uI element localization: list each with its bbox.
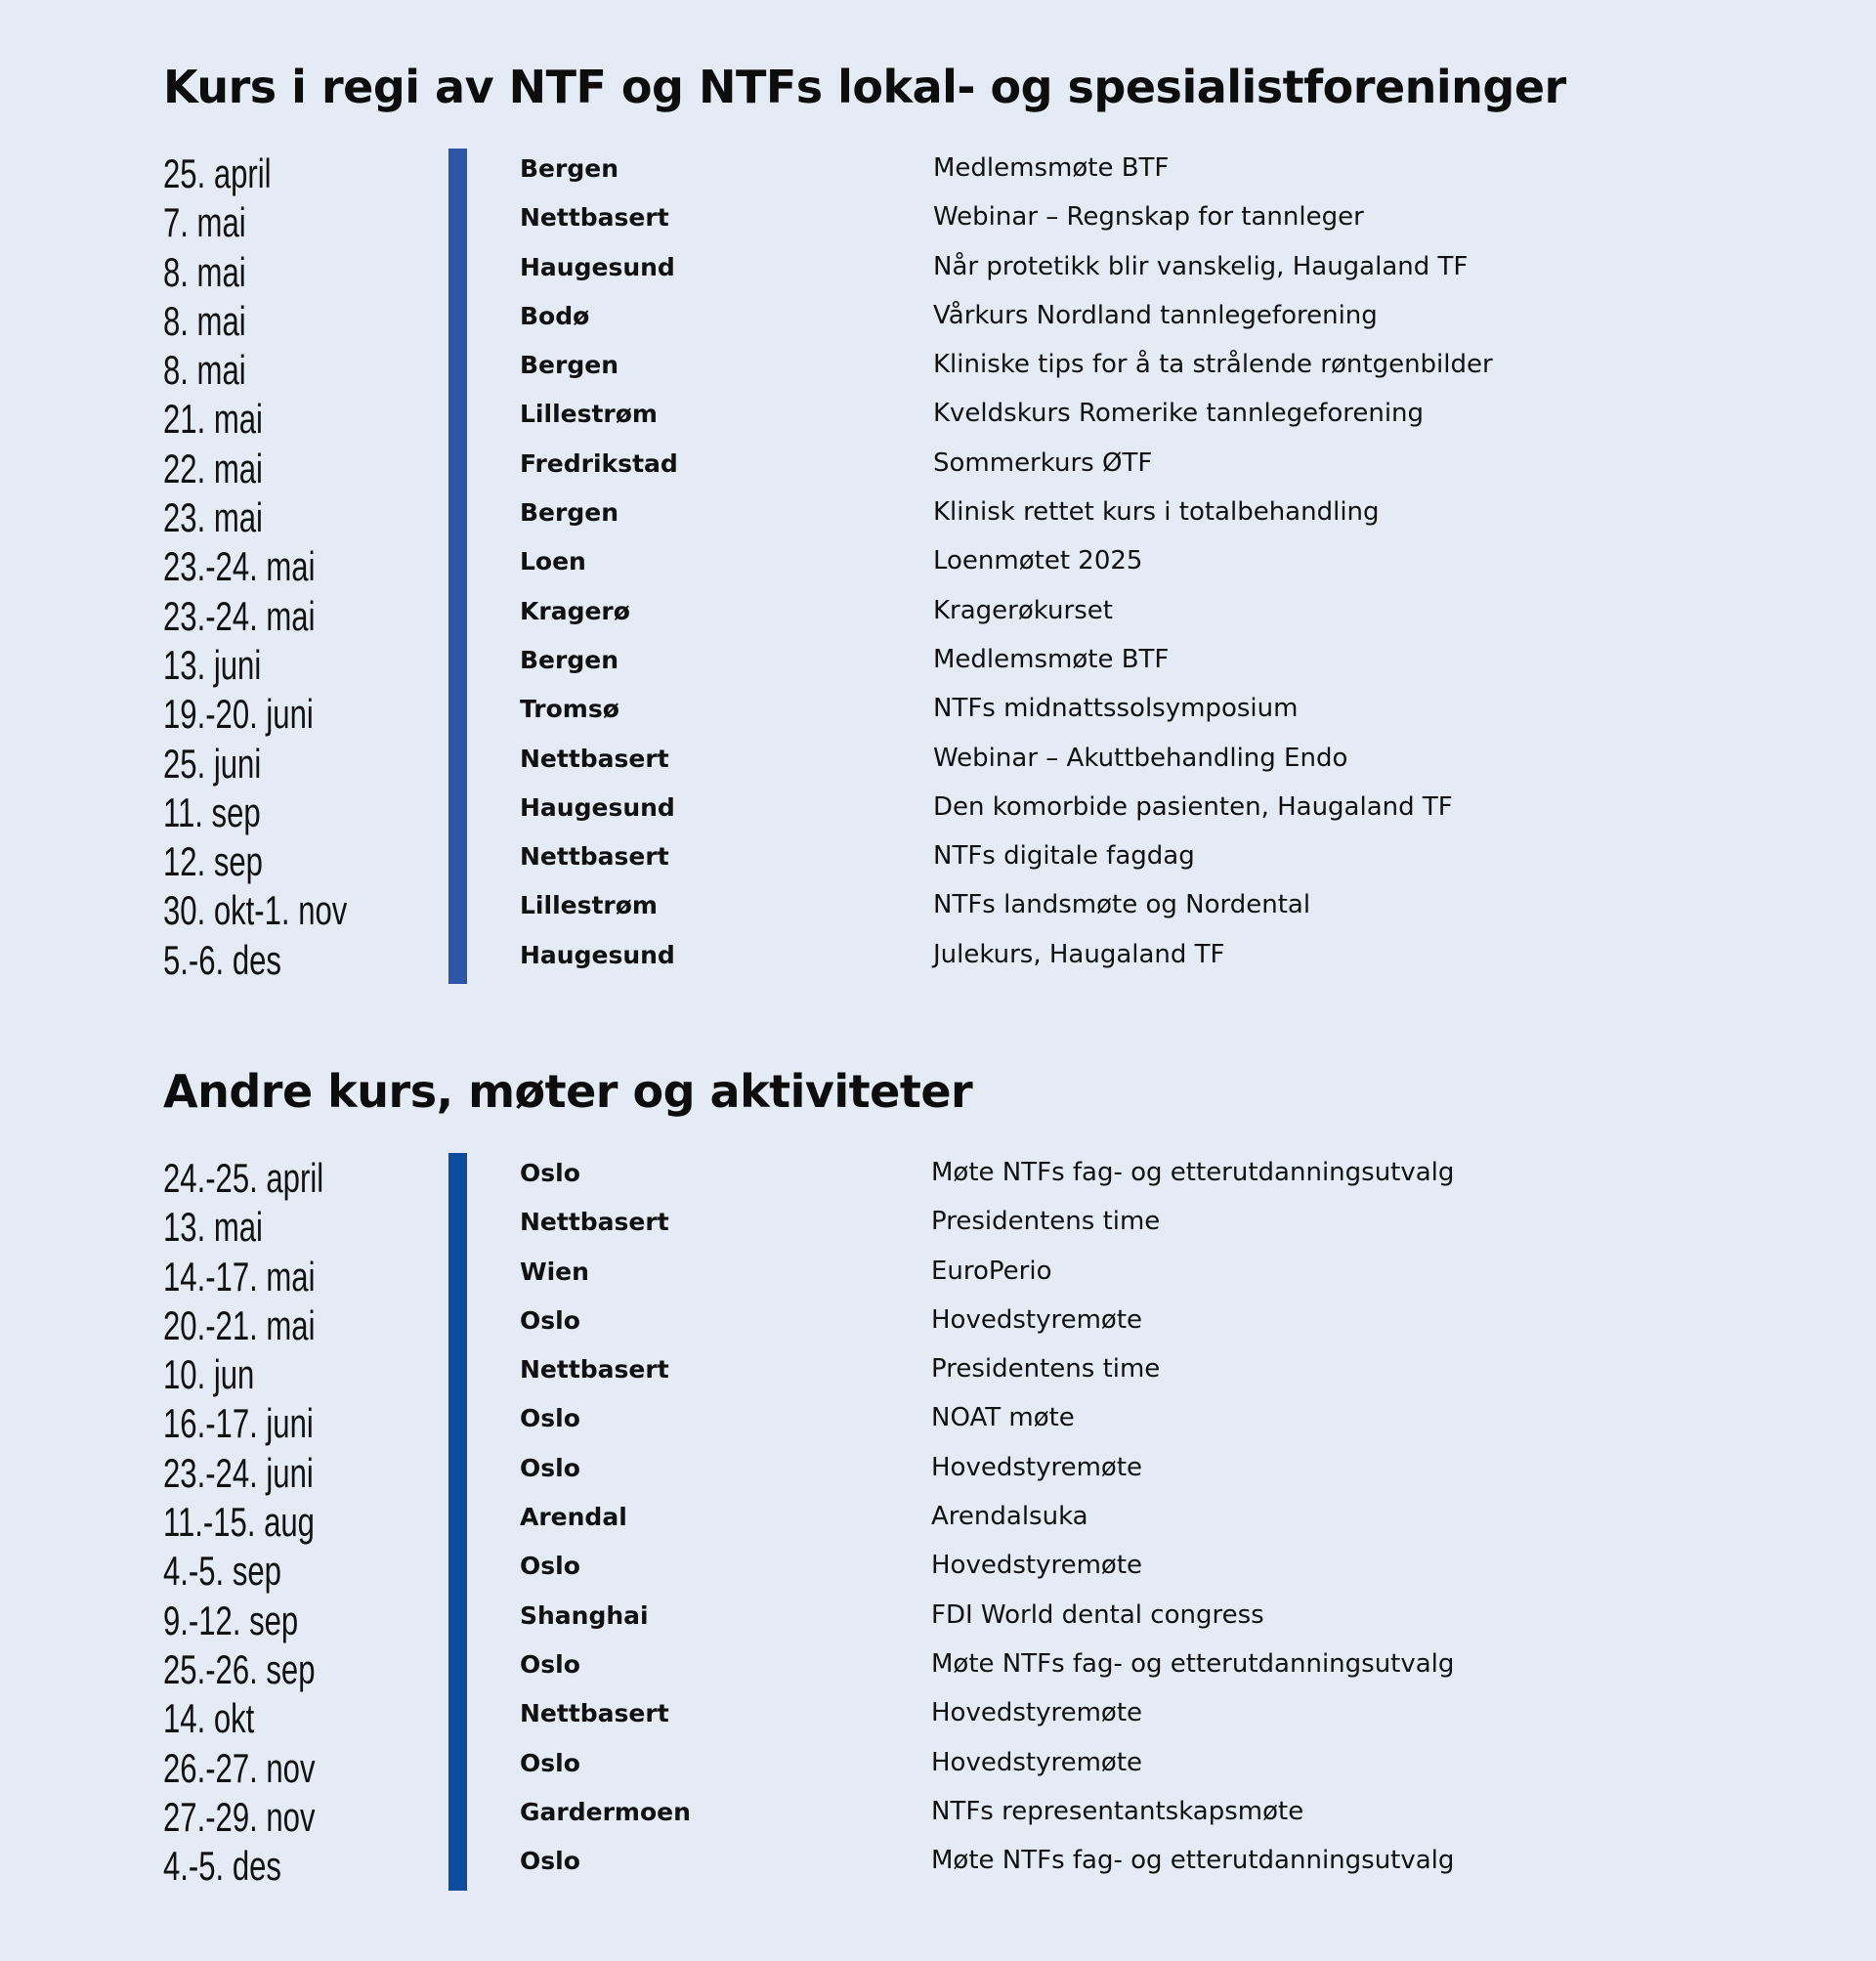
date-cell: 13. mai bbox=[163, 1204, 263, 1251]
section-title: Andre kurs, møter og aktiviteter bbox=[163, 1065, 973, 1118]
event-cell: Når protetikk blir vanskelig, Haugaland TF bbox=[933, 251, 1469, 281]
location-cell: Nettbasert bbox=[520, 1699, 669, 1728]
list-item bbox=[0, 836, 1876, 885]
list-item bbox=[0, 788, 1876, 836]
event-cell: Møte NTFs fag- og etterutdanningsutvalg bbox=[931, 1846, 1455, 1876]
event-cell: Hovedstyremøte bbox=[931, 1452, 1143, 1482]
event-cell: Loenmøtet 2025 bbox=[933, 546, 1143, 576]
location-cell: Fredrikstad bbox=[520, 448, 678, 478]
course-list bbox=[0, 149, 1876, 984]
location-cell: Oslo bbox=[520, 1748, 580, 1777]
event-cell: Kveldskurs Romerike tannlegeforening bbox=[933, 399, 1425, 429]
list-item bbox=[0, 1448, 1876, 1497]
date-cell: 4.-5. des bbox=[163, 1843, 281, 1890]
location-cell: Nettbasert bbox=[520, 1355, 669, 1385]
list-item bbox=[0, 345, 1876, 394]
event-cell: Vårkurs Nordland tannlegeforening bbox=[933, 300, 1378, 330]
event-cell: Hovedstyremøte bbox=[931, 1304, 1143, 1335]
location-cell: Oslo bbox=[520, 1305, 580, 1335]
list-item bbox=[0, 492, 1876, 541]
location-cell: Oslo bbox=[520, 1649, 580, 1679]
location-cell: Bergen bbox=[520, 154, 618, 183]
date-cell: 20.-21. mai bbox=[163, 1301, 316, 1348]
date-cell: 23.-24. juni bbox=[163, 1449, 314, 1496]
date-cell: 10. jun bbox=[163, 1351, 255, 1398]
list-item bbox=[0, 1792, 1876, 1841]
location-cell: Haugesund bbox=[520, 940, 675, 969]
list-item bbox=[0, 1743, 1876, 1792]
date-cell: 12. sep bbox=[163, 838, 263, 885]
list-item bbox=[0, 935, 1876, 984]
location-cell: Wien bbox=[520, 1257, 589, 1286]
date-cell: 25.-26. sep bbox=[163, 1645, 316, 1692]
date-cell: 14. okt bbox=[163, 1695, 255, 1742]
location-cell: Oslo bbox=[520, 1453, 580, 1482]
location-cell: Oslo bbox=[520, 1404, 580, 1433]
event-cell: Den komorbide pasienten, Haugaland TF bbox=[933, 791, 1453, 822]
location-cell: Oslo bbox=[520, 1847, 580, 1876]
date-cell: 5.-6. des bbox=[163, 936, 281, 983]
date-cell: 26.-27. nov bbox=[163, 1744, 316, 1791]
location-cell: Bergen bbox=[520, 645, 618, 674]
list-item bbox=[0, 591, 1876, 640]
section-title: Kurs i regi av NTF og NTFs lokal- og spesialistforeninger bbox=[163, 61, 1566, 113]
location-cell: Oslo bbox=[520, 1159, 580, 1187]
location-cell: Nettbasert bbox=[520, 842, 669, 872]
location-cell: Bergen bbox=[520, 498, 618, 528]
date-cell: 8. mai bbox=[163, 347, 246, 394]
event-cell: Webinar – Akuttbehandling Endo bbox=[933, 743, 1348, 773]
list-item bbox=[0, 1644, 1876, 1693]
date-cell: 23.-24. mai bbox=[163, 592, 316, 639]
date-cell: 8. mai bbox=[163, 248, 246, 295]
list-item bbox=[0, 1349, 1876, 1398]
event-cell: Kragerøkurset bbox=[933, 595, 1113, 625]
date-cell: 13. juni bbox=[163, 641, 262, 688]
date-cell: 4.-5. sep bbox=[163, 1548, 281, 1595]
list-item bbox=[0, 1497, 1876, 1546]
event-cell: Kliniske tips for å ta strålende røntgenbilder bbox=[933, 350, 1493, 380]
location-cell: Bergen bbox=[520, 351, 618, 380]
location-cell: Tromsø bbox=[520, 695, 619, 724]
event-cell: NTFs landsmøte og Nordental bbox=[933, 890, 1311, 920]
list-item bbox=[0, 149, 1876, 197]
location-cell: Oslo bbox=[520, 1552, 580, 1581]
event-cell: Webinar – Regnskap for tannleger bbox=[933, 202, 1364, 233]
list-item bbox=[0, 296, 1876, 345]
date-cell: 14.-17. mai bbox=[163, 1253, 316, 1300]
list-item bbox=[0, 394, 1876, 443]
activity-list bbox=[0, 1153, 1876, 1890]
list-item bbox=[0, 689, 1876, 738]
list-item bbox=[0, 444, 1876, 492]
event-cell: Klinisk rettet kurs i totalbehandling bbox=[933, 497, 1380, 528]
location-cell: Shanghai bbox=[520, 1600, 649, 1630]
date-cell: 25. juni bbox=[163, 740, 262, 787]
event-cell: Hovedstyremøte bbox=[931, 1747, 1143, 1777]
location-cell: Arendal bbox=[520, 1503, 627, 1532]
event-cell: Medlemsmøte BTF bbox=[933, 644, 1170, 674]
event-cell: NTFs digitale fagdag bbox=[933, 841, 1195, 872]
list-item bbox=[0, 1202, 1876, 1251]
date-cell: 22. mai bbox=[163, 445, 263, 491]
date-cell: 23.-24. mai bbox=[163, 543, 316, 590]
date-cell: 27.-29. nov bbox=[163, 1793, 316, 1840]
event-cell: Arendalsuka bbox=[931, 1502, 1088, 1532]
list-item bbox=[0, 885, 1876, 934]
event-cell: Julekurs, Haugaland TF bbox=[933, 939, 1225, 969]
date-cell: 30. okt-1. nov bbox=[163, 887, 348, 934]
location-cell: Nettbasert bbox=[520, 1208, 669, 1237]
location-cell: Lillestrøm bbox=[520, 400, 658, 429]
list-item bbox=[0, 1300, 1876, 1349]
list-item bbox=[0, 541, 1876, 590]
event-cell: Sommerkurs ØTF bbox=[933, 448, 1153, 478]
date-cell: 25. april bbox=[163, 150, 272, 196]
location-cell: Lillestrøm bbox=[520, 891, 658, 920]
event-cell: Presidentens time bbox=[931, 1354, 1161, 1385]
list-item bbox=[0, 247, 1876, 296]
event-cell: EuroPerio bbox=[931, 1256, 1052, 1286]
event-cell: NOAT møte bbox=[931, 1403, 1075, 1433]
location-cell: Haugesund bbox=[520, 252, 675, 281]
location-cell: Nettbasert bbox=[520, 203, 669, 233]
list-item bbox=[0, 1252, 1876, 1300]
event-cell: Møte NTFs fag- og etterutdanningsutvalg bbox=[931, 1158, 1455, 1187]
list-item bbox=[0, 1398, 1876, 1447]
event-cell: NTFs midnattssolsymposium bbox=[933, 694, 1299, 724]
date-cell: 24.-25. april bbox=[163, 1155, 324, 1201]
event-cell: Presidentens time bbox=[931, 1207, 1161, 1237]
list-item bbox=[0, 739, 1876, 788]
event-cell: FDI World dental congress bbox=[931, 1599, 1264, 1630]
list-item bbox=[0, 1596, 1876, 1644]
date-cell: 11. sep bbox=[163, 789, 261, 835]
location-cell: Nettbasert bbox=[520, 744, 669, 773]
location-cell: Haugesund bbox=[520, 792, 675, 822]
date-cell: 23. mai bbox=[163, 494, 263, 541]
event-cell: NTFs representantskapsmøte bbox=[931, 1796, 1304, 1826]
date-cell: 21. mai bbox=[163, 396, 263, 443]
event-cell: Møte NTFs fag- og etterutdanningsutvalg bbox=[931, 1648, 1455, 1679]
list-item bbox=[0, 1693, 1876, 1742]
list-item bbox=[0, 640, 1876, 689]
date-cell: 19.-20. juni bbox=[163, 691, 314, 738]
list-item bbox=[0, 1153, 1876, 1202]
event-cell: Medlemsmøte BTF bbox=[933, 153, 1170, 183]
list-item bbox=[0, 1546, 1876, 1595]
location-cell: Loen bbox=[520, 547, 586, 576]
date-cell: 16.-17. juni bbox=[163, 1400, 314, 1447]
event-cell: Hovedstyremøte bbox=[931, 1551, 1143, 1581]
location-cell: Bodø bbox=[520, 301, 590, 330]
date-cell: 11.-15. aug bbox=[163, 1499, 315, 1546]
location-cell: Kragerø bbox=[520, 596, 630, 625]
date-cell: 7. mai bbox=[163, 199, 246, 246]
location-cell: Gardermoen bbox=[520, 1797, 691, 1826]
date-cell: 8. mai bbox=[163, 297, 246, 344]
event-cell: Hovedstyremøte bbox=[931, 1698, 1143, 1728]
date-cell: 9.-12. sep bbox=[163, 1597, 299, 1643]
list-item bbox=[0, 197, 1876, 246]
list-item bbox=[0, 1841, 1876, 1890]
